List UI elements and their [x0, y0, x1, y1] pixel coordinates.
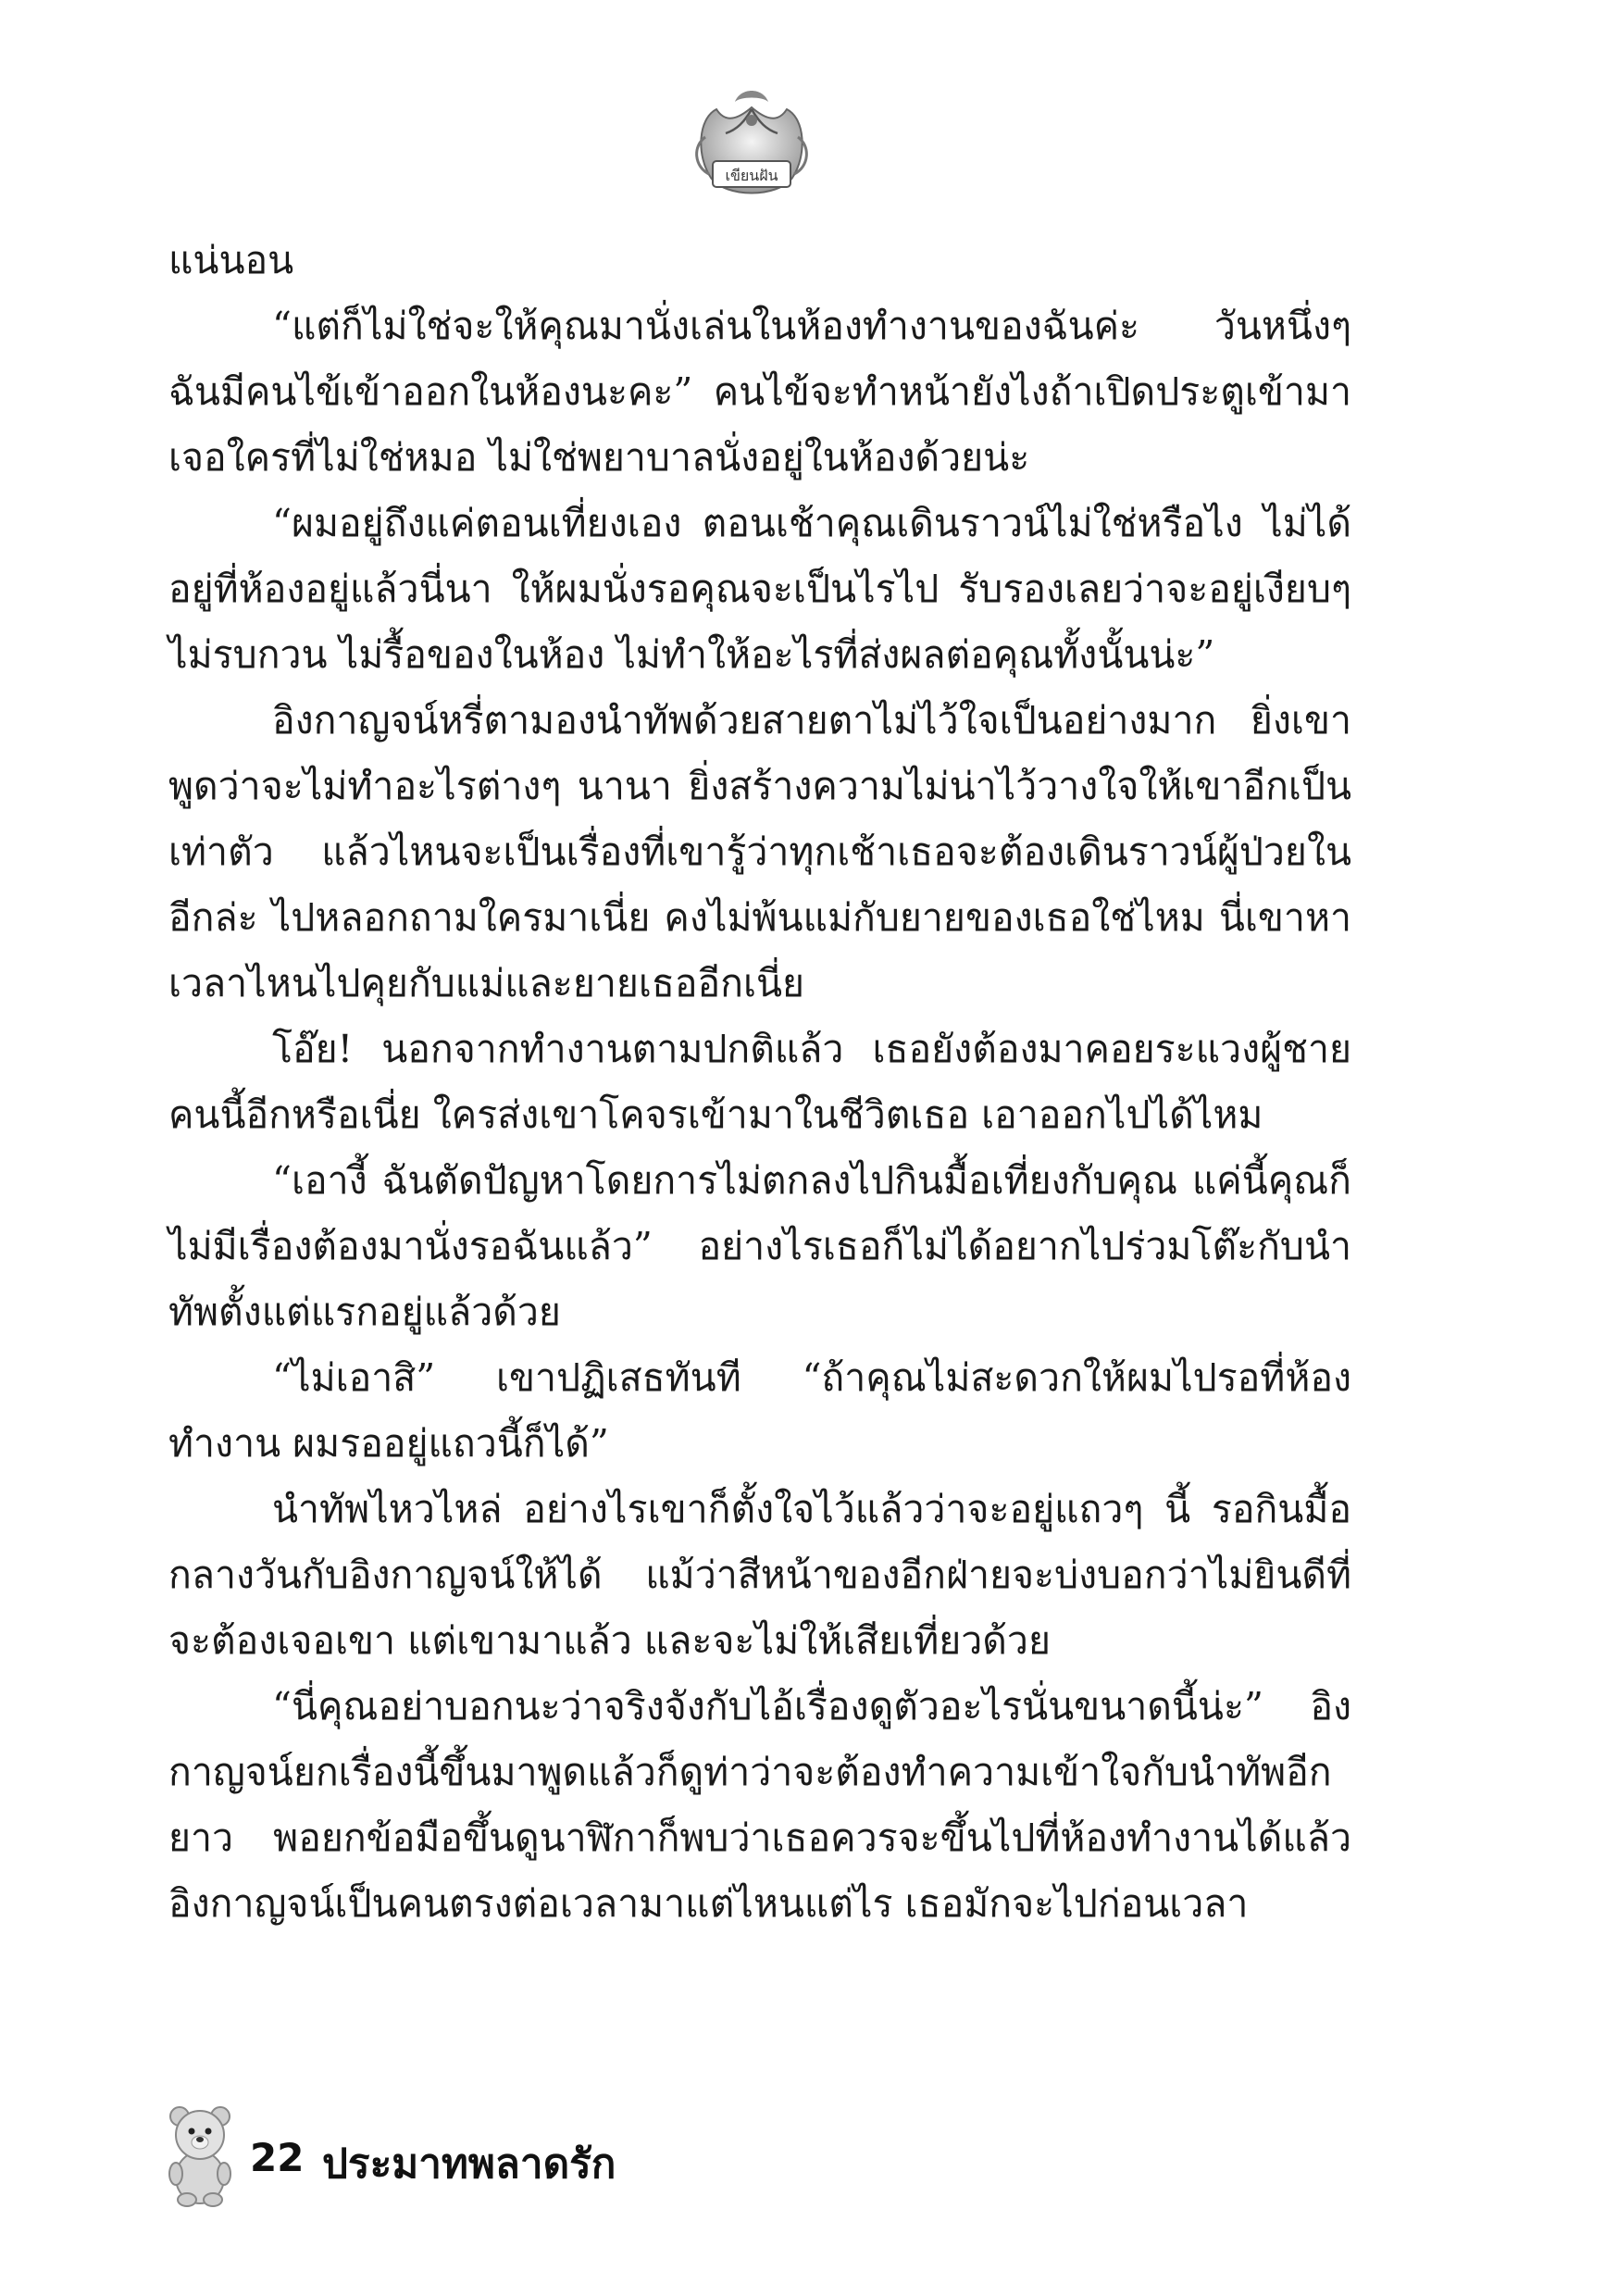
paragraph: แน่นอน [168, 238, 294, 282]
paragraph: โอ๊ย! นอกจากทำงานตามปกติแล้ว เธอยังต้องมาคอยระแวงผู้ชายคนนี้อีกหรือเนี่ย ใครส่งเขาโคจรเข้ามาในชีวิตเธอ เอาออกไปได้ไหม [168, 1027, 1351, 1137]
book-title: ประมาทพลาดรัก [322, 2140, 616, 2188]
paragraph: อิงกาญจน์หรี่ตามองนำทัพด้วยสายตาไม่ไว้ใจเป็นอย่างมาก ยิ่งเขาพูดว่าจะไม่ทำอะไรต่างๆ นานา ยิ่งสร้างความไม่น่าไว้วางใจให้เขาอีกเป็นเท่าตัว แล้วไหนจะเป็นเรื่องที่เขารู้ว่าทุกเช้าเธอจะต้องเดินราวน์ผู้ป่วยในอีกล่ะ ไปหลอกถามใครมาเนี่ย คงไม่พ้นแม่กับยายของเธอใช่ไหม นี่เขาหาเวลาไหนไปคุยกับแม่และยายเธออีกเนี่ย [168, 698, 1351, 1005]
emblem-text: เขียนฝัน [725, 167, 778, 184]
paragraph: “นี่คุณอย่าบอกนะว่าจริงจังกับไอ้เรื่องดูตัวอะไรนั่นขนาดนี้น่ะ” อิงกาญจน์ยกเรื่องนี้ขึ้นมาพูดแล้วก็ดูท่าว่าจะต้องทำความเข้าใจกับนำทัพอีกยาว พอยกข้อมือขึ้นดูนาฬิกาก็พบว่าเธอควรจะขึ้นไปที่ห้องทำงานได้แล้ว อิงกาญจน์เป็นคนตรงต่อเวลามาแต่ไหนแต่ไร เธอมักจะไปก่อนเวลา [168, 1684, 1351, 1926]
paragraph: “ผมอยู่ถึงแค่ตอนเที่ยงเอง ตอนเช้าคุณเดินราวน์ไม่ใช่หรือไง ไม่ได้อยู่ที่ห้องอยู่แล้วนี่นา ให้ผมนั่งรอคุณจะเป็นไรไป รับรองเลยว่าจะอยู่เงียบๆ ไม่รบกวน ไม่รื้อของในห้อง ไม่ทำให้อะไรที่ส่งผลต่อคุณทั้งนั้นน่ะ” [168, 501, 1351, 677]
paragraph: “แต่ก็ไม่ใช่จะให้คุณมานั่งเล่นในห้องทำงานของฉันค่ะ วันหนึ่งๆ ฉันมีคนไข้เข้าออกในห้องนะคะ” คนไข้จะทำหน้ายังไงถ้าเปิดประตูเข้ามาเจอใครที่ไม่ใช่หมอ ไม่ใช่พยาบาลนั่งอยู่ในห้องด้วยน่ะ [168, 304, 1351, 480]
paragraph: นำทัพไหวไหล่ อย่างไรเขาก็ตั้งใจไว้แล้วว่าจะอยู่แถวๆ นี้ รอกินมื้อกลางวันกับอิงกาญจน์ให้ได้ แม้ว่าสีหน้าของอีกฝ่ายจะบ่งบอกว่าไม่ยินดีที่จะต้องเจอเขา แต่เขามาแล้ว และจะไม่ให้เสียเที่ยวด้วย [168, 1487, 1351, 1663]
teddy-bear-icon [165, 2103, 235, 2207]
page-footer [165, 2103, 813, 2224]
paragraph: “เอางี้ ฉันตัดปัญหาโดยการไม่ตกลงไปกินมื้อเที่ยงกับคุณ แค่นี้คุณก็ไม่มีเรื่องต้องมานั่งรอฉันแล้ว” อย่างไรเธอก็ไม่ได้อยากไปร่วมโต๊ะกับนำทัพตั้งแต่แรกอยู่แล้วด้วย [168, 1158, 1351, 1334]
ornamental-crest-emblem-icon [689, 81, 815, 207]
page-number: 22 [250, 2135, 305, 2180]
chapter-text [168, 228, 1351, 1937]
paragraph: “ไม่เอาสิ” เขาปฏิเสธทันที “ถ้าคุณไม่สะดวกให้ผมไปรอที่ห้องทำงาน ผมรออยู่แถวนี้ก็ได้” [168, 1355, 1351, 1466]
